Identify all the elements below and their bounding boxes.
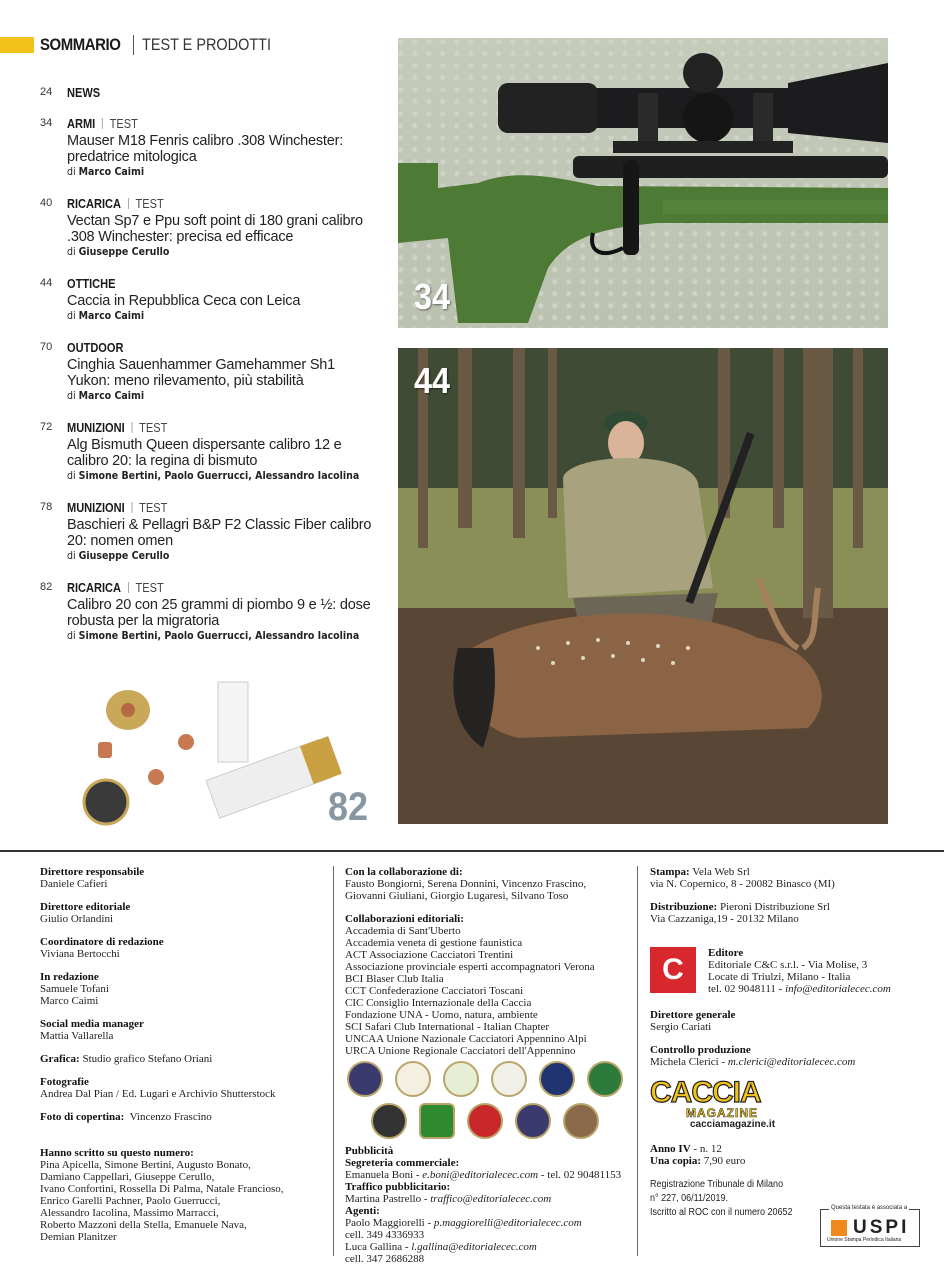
article-author: di Marco Caimi: [67, 390, 145, 402]
credit-cover-photo: Foto di copertina: Vincenzo Frascino: [40, 1111, 212, 1123]
page-number: 72: [40, 421, 53, 433]
toc-item[interactable]: [40, 579, 380, 642]
editoriale-cc-logo: C: [650, 947, 696, 993]
article-title: Vectan Sp7 e Ppu soft point di 180 grani calibro .308 Winchester: precisa ed efficace: [67, 213, 363, 245]
credit-editorial-director: Direttore editoriale Giulio Orlandini: [40, 901, 131, 925]
article-title: Caccia in Repubblica Ceca con Leica: [67, 293, 301, 309]
article-title: Baschieri & Pellagri B&P F2 Classic Fiber calibro 20: nomen omen: [67, 517, 372, 549]
credit-editorial-staff: In redazione Samuele Tofani Marco Caimi: [40, 971, 109, 1007]
category: RICARICA TEST: [67, 580, 164, 595]
blaser-badge-icon: [539, 1061, 575, 1097]
article-title: Alg Bismuth Queen dispersante calibro 12 e calibro 20: la regina di bismuto: [67, 437, 342, 469]
collaborators: Con la collaborazione di: Fausto Bongiorni, Serena Donnini, Vincenzo Frascino, Giovanni Giuliani, Giorgio Lugaresi, Silvano Toso: [345, 866, 587, 902]
registration-info: Registrazione Tribunale di Milano n° 227, 06/11/2019. Iscritto al ROC con il numero 20652: [650, 1179, 793, 1218]
category: OUTDOOR: [67, 340, 124, 355]
category: RICARICA TEST: [67, 196, 164, 211]
una-badge-icon: [419, 1103, 455, 1139]
page-ref-44: 44: [414, 360, 451, 401]
column-divider: [637, 866, 638, 1256]
toc-item-news[interactable]: [40, 84, 380, 102]
toc-item[interactable]: [40, 339, 380, 402]
cct-badge-icon: [587, 1061, 623, 1097]
article-author: di Marco Caimi: [67, 166, 145, 178]
colophon-collaborations: [345, 866, 635, 1265]
distribution-info: Distribuzione: Pieroni Distribuzione Srl Via Cazzaniga,19 - 20132 Milano: [650, 901, 830, 925]
category: MUNIZIONI TEST: [67, 500, 168, 515]
page-number: 40: [40, 197, 53, 209]
toc-item[interactable]: [40, 195, 380, 258]
rifle-illustration: [398, 38, 888, 328]
toc-item[interactable]: [40, 499, 380, 562]
agent1-email-link[interactable]: p.maggiorelli@editorialecec.com: [433, 1217, 582, 1229]
article-title: Mauser M18 Fenris calibro .308 Winchester: predatrice mitologica: [67, 133, 344, 165]
toc-item[interactable]: [40, 275, 380, 322]
issue-info: Anno IV - n. 12 Una copia: 7,90 euro: [650, 1143, 746, 1167]
section-title: SOMMARIO: [40, 35, 121, 54]
advertising-info: Pubblicità Segreteria commerciale: Emanuela Boni - e.boni@editorialecec.com - tel. 02 90481153 Traffico pubblicitario: Martina Pastrello - traffico@editorialecec.com Agenti: Paolo Maggiorelli - p.maggiorelli@editorialecec.com cell. 349 4336933 Luca Gallina - l.gallina@editorialecec.com cell. 347 2686288: [345, 1145, 622, 1265]
page-number: 24: [40, 86, 53, 98]
production-email-link[interactable]: m.clerici@editorialecec.com: [727, 1056, 856, 1068]
page-number: 82: [40, 581, 53, 593]
info-email-link[interactable]: info@editorialecec.com: [785, 983, 891, 995]
category: MUNIZIONI TEST: [67, 420, 168, 435]
section-divider: [0, 850, 944, 852]
credit-social-media: Social media manager Mattia Vallarella: [40, 1018, 144, 1042]
article-title: Calibro 20 con 25 grammi di piombo 9 e ½: dose robusta per la migratoria: [67, 597, 371, 629]
caccia-magazine-logo: CACCIA MAGAZINE cacciamagazine.it: [650, 1079, 930, 1131]
act-badge-icon: [443, 1061, 479, 1097]
colophon-publisher: [650, 866, 930, 1220]
sci-badge-icon: [467, 1103, 503, 1139]
page-ref-82: 82: [327, 785, 368, 829]
page-header: [0, 34, 294, 56]
article-author: di Giuseppe Cerullo: [67, 550, 170, 562]
uspi-badge: Questa testata è associata a USPI Unione Stampa Periodica Italiana: [820, 1209, 920, 1247]
accademia-badge-icon: [347, 1061, 383, 1097]
page-number: 70: [40, 341, 53, 353]
credit-photos: Fotografie Andrea Dal Pian / Ed. Lugari e Archivio Shutterstock: [40, 1076, 276, 1100]
accent-bar: [0, 37, 34, 53]
uspi-logo-icon: [831, 1220, 847, 1236]
page-number: 78: [40, 501, 53, 513]
hunter-with-fallow-deer-photo: [398, 348, 888, 824]
cic-badge-icon: [371, 1103, 407, 1139]
table-of-contents: [40, 84, 380, 642]
article-title: Cinghia Sauenhammer Gamehammer Sh1 Yukon: meno rilevamento, più stabilità: [67, 357, 336, 389]
column-divider: [333, 866, 334, 1256]
shotgun-shell-components-photo: [68, 672, 378, 832]
category: NEWS: [67, 85, 101, 100]
credit-contributors: Hanno scritto su questo numero: Pina Apicella, Simone Bertini, Augusto Bonato, Damiano Cappellari, Giuseppe Cerullo, Ivano Confortini, Rossella Di Palma, Natale Francioso, Enrico Garelli Pachner, Paolo Guerrucci, Alessandro Iacolina, Massimo Marracci, Roberto Mazzoni della Stella, Emanuele Nava, Demian Planitzer: [40, 1147, 284, 1243]
forest-scene-illustration: [398, 348, 888, 824]
accademia-veneta-badge-icon: [395, 1061, 431, 1097]
traffic-email-link[interactable]: traffico@editorialecec.com: [430, 1193, 552, 1205]
article-author: di Simone Bertini, Paolo Guerrucci, Alessandro Iacolina: [67, 630, 360, 642]
category: OTTICHE: [67, 276, 116, 291]
credit-graphics: Grafica: Studio grafico Stefano Oriani: [40, 1053, 213, 1065]
toc-item[interactable]: [40, 115, 380, 178]
article-author: di Giuseppe Cerullo: [67, 246, 170, 258]
general-manager: Direttore generale Sergio Cariati: [650, 1009, 736, 1033]
colophon-staff: [40, 866, 330, 1254]
editorial-partners: Collaborazioni editoriali: Accademia di Sant'Uberto Accademia veneta di gestione faunistica ACT Associazione Cacciatori Trentini Associazione provinciale esperti accompagnatori Verona BCI Blaser Club Italia CCT Confederazione Cacciatori Toscani CIC Consiglio Internazionale della Caccia Fondazione UNA - Uomo, natura, ambiente SCI Safari Club International - Italian Chapter UNCAA Unione Nazionale Cacciatori Appennino Alpi URCA Unione Regionale Cacciatori dell'Appennino: [345, 913, 595, 1057]
category: ARMI TEST: [67, 116, 138, 131]
header-divider: [133, 35, 134, 55]
article-author: di Simone Bertini, Paolo Guerrucci, Alessandro Iacolina: [67, 470, 360, 482]
page-number: 44: [40, 277, 53, 289]
toc-item[interactable]: [40, 419, 380, 482]
credit-coordinator: Coordinatore di redazione Viviana Bertocchi: [40, 936, 164, 960]
section-subtitle: TEST E PRODOTTI: [142, 35, 272, 54]
article-author: di Marco Caimi: [67, 310, 145, 322]
rifle-with-scope-photo: [398, 38, 888, 328]
printer-info: Stampa: Vela Web Srl via N. Copernico, 8 - 20082 Binasco (MI): [650, 866, 835, 890]
magazine-url[interactable]: cacciamagazine.it: [690, 1119, 776, 1130]
credit-editor-in-chief: Direttore responsabile Daniele Cafieri: [40, 866, 145, 890]
urca-badge-icon: [563, 1103, 599, 1139]
partner-badges: [335, 1061, 635, 1139]
uncaa-badge-icon: [515, 1103, 551, 1139]
production-control: Controllo produzione Michela Clerici - m.clerici@editorialecec.com: [650, 1044, 856, 1068]
agent2-email-link[interactable]: l.gallina@editorialecec.com: [411, 1241, 537, 1253]
sales-email-link[interactable]: e.boni@editorialecec.com: [422, 1169, 539, 1181]
apeav-badge-icon: [491, 1061, 527, 1097]
page-number: 34: [40, 117, 53, 129]
publisher-info: C Editore Editoriale C&C s.r.l. - Via Molise, 3 Locate di Triulzi, Milano - Italia tel. 02 9048111 - info@editorialecec.com: [650, 947, 930, 995]
page-ref-34: 34: [414, 276, 451, 317]
